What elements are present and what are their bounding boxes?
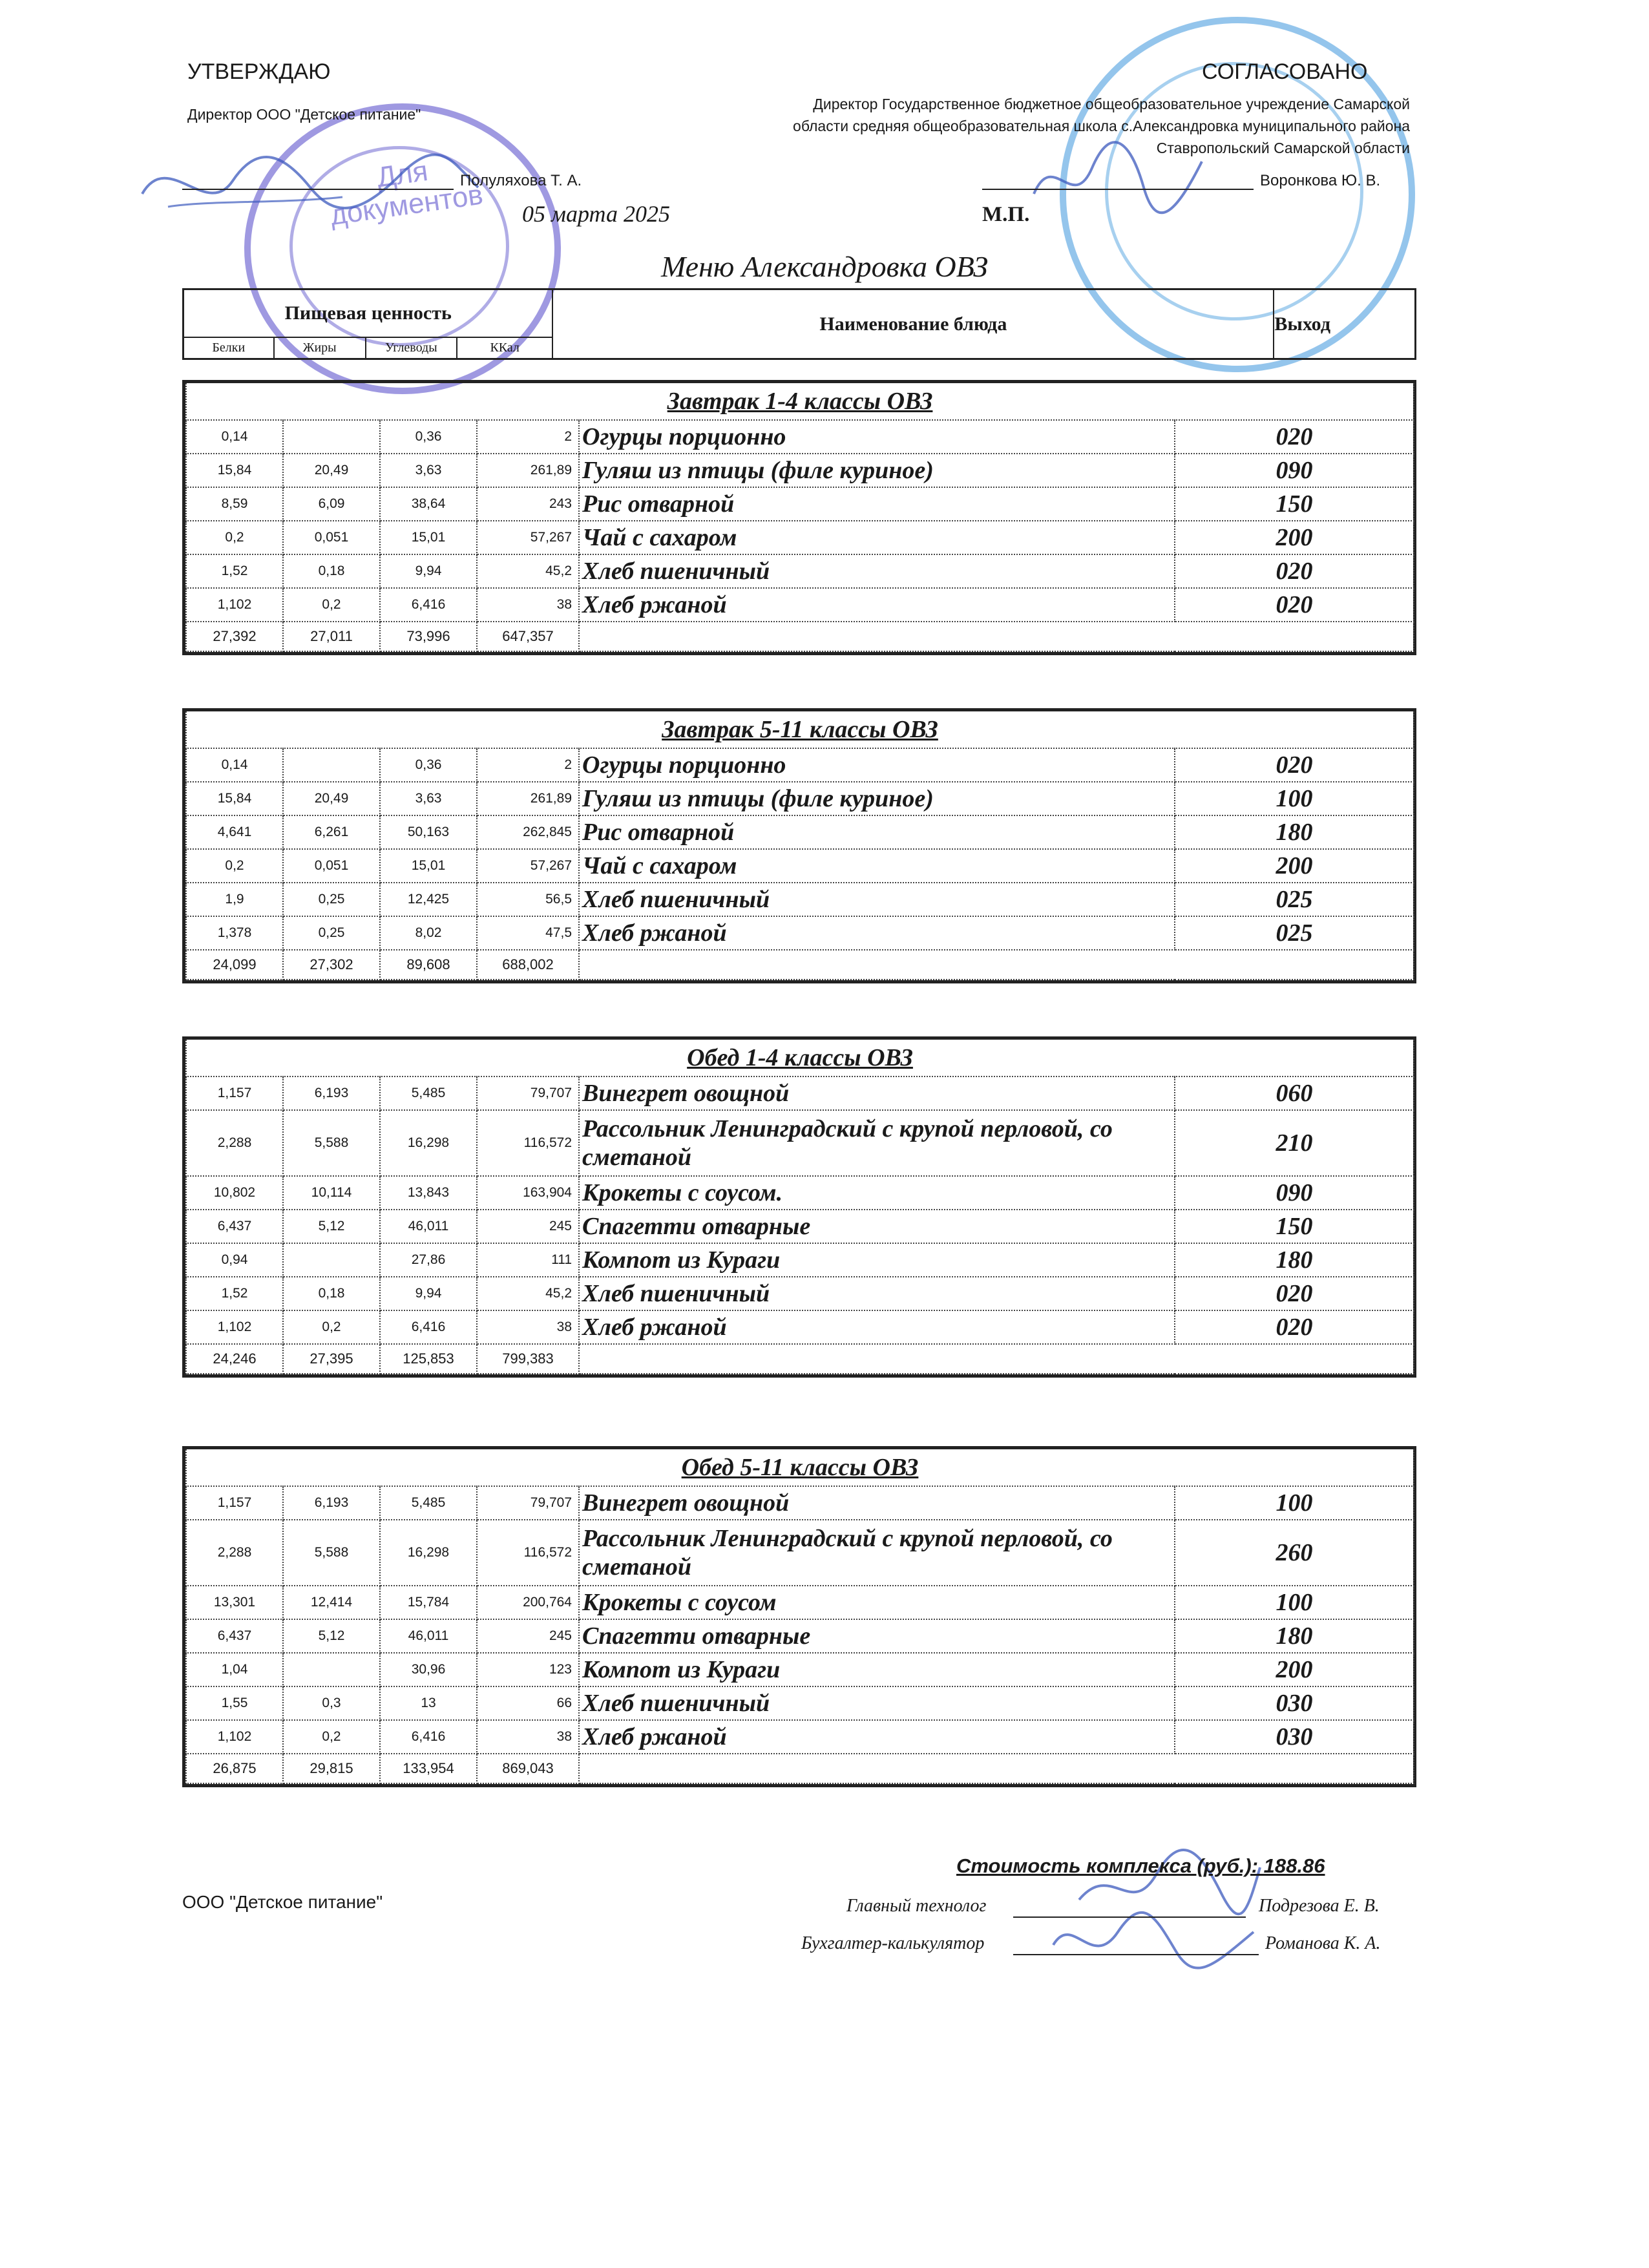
fats-cell: 0,051 (283, 521, 380, 554)
yield-cell: 180 (1175, 1619, 1414, 1653)
approval-name: Полуляхова Т. А. (460, 172, 582, 189)
fats-cell: 20,49 (283, 454, 380, 487)
kcal-cell: 163,904 (477, 1176, 579, 1210)
kcal-cell: 79,707 (477, 1076, 579, 1110)
carbs-cell: 5,485 (380, 1486, 477, 1520)
table-row (186, 1076, 1414, 1110)
agreement-position-line1: Директор Государственное бюджетное общеобразовательное учреждение Самарской (813, 96, 1410, 112)
kcal-cell: 261,89 (477, 454, 579, 487)
carbs-header: Углеводы (366, 337, 457, 359)
table-row (186, 916, 1414, 950)
kcal-cell: 116,572 (477, 1520, 579, 1586)
dish-name-cell: Хлеб ржаной (579, 916, 1175, 950)
kcal-cell: 45,2 (477, 1277, 579, 1310)
kcal-cell: 57,267 (477, 521, 579, 554)
dish-name-cell: Хлеб пшеничный (579, 1277, 1175, 1310)
yield-cell: 030 (1175, 1686, 1414, 1720)
yield-cell: 100 (1175, 1486, 1414, 1520)
kcal-cell: 2 (477, 748, 579, 782)
proteins-cell: 1,04 (186, 1653, 283, 1686)
carbs-cell: 0,36 (380, 420, 477, 454)
total-empty-yield (1175, 1754, 1414, 1783)
table-row (186, 420, 1414, 454)
proteins-cell: 1,52 (186, 554, 283, 588)
dish-name-cell: Хлеб ржаной (579, 588, 1175, 622)
fats-cell (283, 1653, 380, 1686)
total-fats: 27,011 (283, 622, 380, 651)
dish-name-cell: Рассольник Ленинградский с крупой перловой, со сметаной (579, 1110, 1175, 1176)
total-proteins: 27,392 (186, 622, 283, 651)
proteins-cell: 2,288 (186, 1520, 283, 1586)
yield-cell: 090 (1175, 1176, 1414, 1210)
carbs-cell: 6,416 (380, 1310, 477, 1344)
yield-cell: 180 (1175, 1243, 1414, 1277)
accountant-signature-line (1013, 1954, 1259, 1955)
dish-name-cell: Гуляш из птицы (филе куриное) (579, 454, 1175, 487)
approval-position: Директор ООО "Детское питание" (187, 106, 421, 123)
total-empty-yield (1175, 622, 1414, 651)
carbs-cell: 8,02 (380, 916, 477, 950)
fats-cell: 12,414 (283, 1586, 380, 1619)
kcal-cell: 262,845 (477, 815, 579, 849)
total-empty (579, 622, 1175, 651)
yield-cell: 180 (1175, 815, 1414, 849)
yield-cell: 200 (1175, 521, 1414, 554)
fats-cell: 10,114 (283, 1176, 380, 1210)
section-title: Обед 5-11 классы ОВЗ (186, 1449, 1414, 1486)
table-row (186, 1586, 1414, 1619)
fats-header: Жиры (274, 337, 366, 359)
fats-cell: 0,18 (283, 1277, 380, 1310)
carbs-cell: 50,163 (380, 815, 477, 849)
technologist-name: Подрезова Е. В. (1259, 1896, 1380, 1916)
total-fats: 27,302 (283, 950, 380, 980)
yield-header: Выход (1274, 289, 1415, 359)
carbs-cell: 30,96 (380, 1653, 477, 1686)
dish-name-header: Наименование блюда (552, 289, 1274, 359)
section-title: Завтрак 5-11 классы ОВЗ (186, 711, 1414, 748)
table-row (186, 1210, 1414, 1243)
dish-name-cell: Винегрет овощной (579, 1486, 1175, 1520)
yield-cell: 020 (1175, 420, 1414, 454)
carbs-cell: 46,011 (380, 1619, 477, 1653)
proteins-cell: 1,9 (186, 883, 283, 916)
kcal-cell: 245 (477, 1210, 579, 1243)
table-row (186, 883, 1414, 916)
total-carbs: 133,954 (380, 1754, 477, 1783)
proteins-cell: 0,2 (186, 849, 283, 883)
total-proteins: 24,099 (186, 950, 283, 980)
kcal-header: ККал (457, 337, 552, 359)
fats-cell: 0,25 (283, 916, 380, 950)
dish-name-cell: Рис отварной (579, 487, 1175, 521)
fats-cell: 5,12 (283, 1210, 380, 1243)
fats-cell: 6,261 (283, 815, 380, 849)
yield-cell: 200 (1175, 849, 1414, 883)
dish-name-cell: Гуляш из птицы (филе куриное) (579, 782, 1175, 815)
fats-cell: 6,193 (283, 1076, 380, 1110)
menu-section (182, 708, 1416, 983)
carbs-cell: 15,01 (380, 849, 477, 883)
kcal-cell: 38 (477, 1720, 579, 1754)
dish-name-cell: Рис отварной (579, 815, 1175, 849)
fats-cell: 0,3 (283, 1686, 380, 1720)
table-row (186, 849, 1414, 883)
agreement-name: Воронкова Ю. В. (1260, 172, 1381, 189)
dish-name-cell: Хлеб ржаной (579, 1720, 1175, 1754)
proteins-cell: 0,2 (186, 521, 283, 554)
proteins-cell: 6,437 (186, 1619, 283, 1653)
dish-name-cell: Чай с сахаром (579, 521, 1175, 554)
carbs-cell: 6,416 (380, 588, 477, 622)
yield-cell: 020 (1175, 748, 1414, 782)
total-proteins: 26,875 (186, 1754, 283, 1783)
fats-cell: 6,09 (283, 487, 380, 521)
yield-cell: 025 (1175, 916, 1414, 950)
fats-cell: 5,588 (283, 1110, 380, 1176)
proteins-cell: 1,102 (186, 588, 283, 622)
dish-name-cell: Крокеты с соусом (579, 1586, 1175, 1619)
carbs-cell: 16,298 (380, 1520, 477, 1586)
yield-cell: 020 (1175, 1310, 1414, 1344)
carbs-cell: 5,485 (380, 1076, 477, 1110)
yield-cell: 210 (1175, 1110, 1414, 1176)
proteins-cell: 0,94 (186, 1243, 283, 1277)
kcal-cell: 261,89 (477, 782, 579, 815)
complex-cost: Стоимость комплекса (руб.): 188.86 (956, 1854, 1325, 1877)
proteins-cell: 1,102 (186, 1310, 283, 1344)
table-row (186, 1486, 1414, 1520)
kcal-cell: 243 (477, 487, 579, 521)
total-carbs: 89,608 (380, 950, 477, 980)
carbs-cell: 15,784 (380, 1586, 477, 1619)
table-row (186, 1277, 1414, 1310)
total-empty (579, 950, 1175, 980)
column-header-table (182, 288, 1416, 360)
dish-name-cell: Винегрет овощной (579, 1076, 1175, 1110)
kcal-cell: 38 (477, 1310, 579, 1344)
kcal-cell: 47,5 (477, 916, 579, 950)
table-row (186, 748, 1414, 782)
table-row (186, 782, 1414, 815)
kcal-cell: 45,2 (477, 554, 579, 588)
kcal-cell: 66 (477, 1686, 579, 1720)
fats-cell: 0,2 (283, 1310, 380, 1344)
fats-cell: 0,18 (283, 554, 380, 588)
carbs-cell: 13,843 (380, 1176, 477, 1210)
approval-signature-line (182, 189, 454, 190)
total-carbs: 73,996 (380, 622, 477, 651)
total-fats: 27,395 (283, 1344, 380, 1374)
dish-name-cell: Огурцы порционно (579, 748, 1175, 782)
kcal-cell: 116,572 (477, 1110, 579, 1176)
carbs-cell: 9,94 (380, 554, 477, 588)
kcal-cell: 2 (477, 420, 579, 454)
carbs-cell: 12,425 (380, 883, 477, 916)
table-row (186, 1520, 1414, 1586)
carbs-cell: 38,64 (380, 487, 477, 521)
carbs-cell: 15,01 (380, 521, 477, 554)
total-row (186, 1754, 1414, 1783)
total-kcal: 869,043 (477, 1754, 579, 1783)
menu-section (182, 380, 1416, 655)
signature-left (129, 142, 491, 233)
dish-name-cell: Компот из Кураги (579, 1653, 1175, 1686)
proteins-cell: 1,157 (186, 1486, 283, 1520)
table-row (186, 1686, 1414, 1720)
menu-title: Меню Александровка ОВЗ (661, 250, 988, 283)
yield-cell: 020 (1175, 588, 1414, 622)
table-row (186, 1243, 1414, 1277)
fats-cell: 5,12 (283, 1619, 380, 1653)
carbs-cell: 9,94 (380, 1277, 477, 1310)
proteins-cell: 6,437 (186, 1210, 283, 1243)
dish-name-cell: Чай с сахаром (579, 849, 1175, 883)
proteins-cell: 2,288 (186, 1110, 283, 1176)
fats-cell: 6,193 (283, 1486, 380, 1520)
table-row (186, 521, 1414, 554)
kcal-cell: 123 (477, 1653, 579, 1686)
total-row (186, 950, 1414, 980)
fats-cell (283, 748, 380, 782)
kcal-cell: 38 (477, 588, 579, 622)
total-row (186, 1344, 1414, 1374)
total-proteins: 24,246 (186, 1344, 283, 1374)
total-kcal: 688,002 (477, 950, 579, 980)
agreement-signature-line (982, 189, 1254, 190)
yield-cell: 260 (1175, 1520, 1414, 1586)
accountant-role: Бухгалтер-калькулятор (801, 1933, 985, 1953)
total-empty-yield (1175, 950, 1414, 980)
carbs-cell: 0,36 (380, 748, 477, 782)
proteins-header: Белки (184, 337, 274, 359)
kcal-cell: 79,707 (477, 1486, 579, 1520)
fats-cell (283, 420, 380, 454)
carbs-cell: 3,63 (380, 454, 477, 487)
proteins-cell: 15,84 (186, 454, 283, 487)
yield-cell: 020 (1175, 554, 1414, 588)
fats-cell: 20,49 (283, 782, 380, 815)
total-row (186, 622, 1414, 651)
menu-section (182, 1036, 1416, 1378)
agreement-position-line2: области средняя общеобразовательная школа с.Александровка муниципального района (793, 118, 1410, 134)
kcal-cell: 56,5 (477, 883, 579, 916)
proteins-cell: 1,378 (186, 916, 283, 950)
dish-name-cell: Хлеб пшеничный (579, 883, 1175, 916)
yield-cell: 030 (1175, 1720, 1414, 1754)
table-row (186, 588, 1414, 622)
proteins-cell: 4,641 (186, 815, 283, 849)
table-row (186, 1619, 1414, 1653)
kcal-cell: 57,267 (477, 849, 579, 883)
fats-cell: 0,2 (283, 1720, 380, 1754)
proteins-cell: 0,14 (186, 420, 283, 454)
yield-cell: 100 (1175, 782, 1414, 815)
stamp-left-text: Для документов (328, 154, 485, 232)
yield-cell: 200 (1175, 1653, 1414, 1686)
fats-cell: 5,588 (283, 1520, 380, 1586)
fats-cell: 0,2 (283, 588, 380, 622)
carbs-cell: 3,63 (380, 782, 477, 815)
total-kcal: 647,357 (477, 622, 579, 651)
proteins-cell: 8,59 (186, 487, 283, 521)
proteins-cell: 1,55 (186, 1686, 283, 1720)
yield-cell: 090 (1175, 454, 1414, 487)
dish-name-cell: Хлеб пшеничный (579, 554, 1175, 588)
dish-name-cell: Спагетти отварные (579, 1210, 1175, 1243)
dish-name-cell: Рассольник Ленинградский с крупой перловой, со сметаной (579, 1520, 1175, 1586)
kcal-cell: 111 (477, 1243, 579, 1277)
fats-cell: 0,25 (283, 883, 380, 916)
kcal-cell: 245 (477, 1619, 579, 1653)
nutrition-header: Пищевая ценность (184, 289, 553, 337)
carbs-cell: 27,86 (380, 1243, 477, 1277)
proteins-cell: 13,301 (186, 1586, 283, 1619)
section-title: Обед 1-4 классы ОВЗ (186, 1040, 1414, 1076)
dish-name-cell: Огурцы порционно (579, 420, 1175, 454)
approval-date: 05 марта 2025 (522, 201, 670, 227)
carbs-cell: 16,298 (380, 1110, 477, 1176)
carbs-cell: 13 (380, 1686, 477, 1720)
technologist-role: Главный технолог (846, 1896, 987, 1916)
table-row (186, 454, 1414, 487)
proteins-cell: 0,14 (186, 748, 283, 782)
menu-section (182, 1446, 1416, 1787)
footer-company: ООО "Детское питание" (182, 1892, 383, 1912)
proteins-cell: 1,52 (186, 1277, 283, 1310)
accountant-name: Романова К. А. (1265, 1933, 1381, 1953)
proteins-cell: 1,157 (186, 1076, 283, 1110)
dish-name-cell: Спагетти отварные (579, 1619, 1175, 1653)
table-row (186, 1110, 1414, 1176)
technologist-signature-line (1013, 1916, 1246, 1918)
total-kcal: 799,383 (477, 1344, 579, 1374)
dish-name-cell: Хлеб пшеничный (579, 1686, 1175, 1720)
dish-name-cell: Хлеб ржаной (579, 1310, 1175, 1344)
total-empty (579, 1754, 1175, 1783)
table-row (186, 1720, 1414, 1754)
total-empty-yield (1175, 1344, 1414, 1374)
carbs-cell: 46,011 (380, 1210, 477, 1243)
approval-title: УТВЕРЖДАЮ (187, 59, 331, 84)
carbs-cell: 6,416 (380, 1720, 477, 1754)
yield-cell: 025 (1175, 883, 1414, 916)
seal-label: М.П. (982, 203, 1030, 226)
yield-cell: 020 (1175, 1277, 1414, 1310)
proteins-cell: 15,84 (186, 782, 283, 815)
dish-name-cell: Крокеты с соусом. (579, 1176, 1175, 1210)
kcal-cell: 200,764 (477, 1586, 579, 1619)
agreement-position (699, 93, 1410, 159)
table-row (186, 554, 1414, 588)
proteins-cell: 10,802 (186, 1176, 283, 1210)
yield-cell: 100 (1175, 1586, 1414, 1619)
total-empty (579, 1344, 1175, 1374)
table-row (186, 1310, 1414, 1344)
table-row (186, 1176, 1414, 1210)
yield-cell: 150 (1175, 487, 1414, 521)
section-title: Завтрак 1-4 классы ОВЗ (186, 383, 1414, 420)
agreement-title: СОГЛАСОВАНО (1202, 59, 1368, 84)
table-row (186, 1653, 1414, 1686)
dish-name-cell: Компот из Кураги (579, 1243, 1175, 1277)
total-fats: 29,815 (283, 1754, 380, 1783)
table-row (186, 815, 1414, 849)
fats-cell (283, 1243, 380, 1277)
total-carbs: 125,853 (380, 1344, 477, 1374)
table-row (186, 487, 1414, 521)
fats-cell: 0,051 (283, 849, 380, 883)
agreement-position-line3: Ставропольский Самарской области (1156, 140, 1410, 156)
yield-cell: 060 (1175, 1076, 1414, 1110)
yield-cell: 150 (1175, 1210, 1414, 1243)
proteins-cell: 1,102 (186, 1720, 283, 1754)
